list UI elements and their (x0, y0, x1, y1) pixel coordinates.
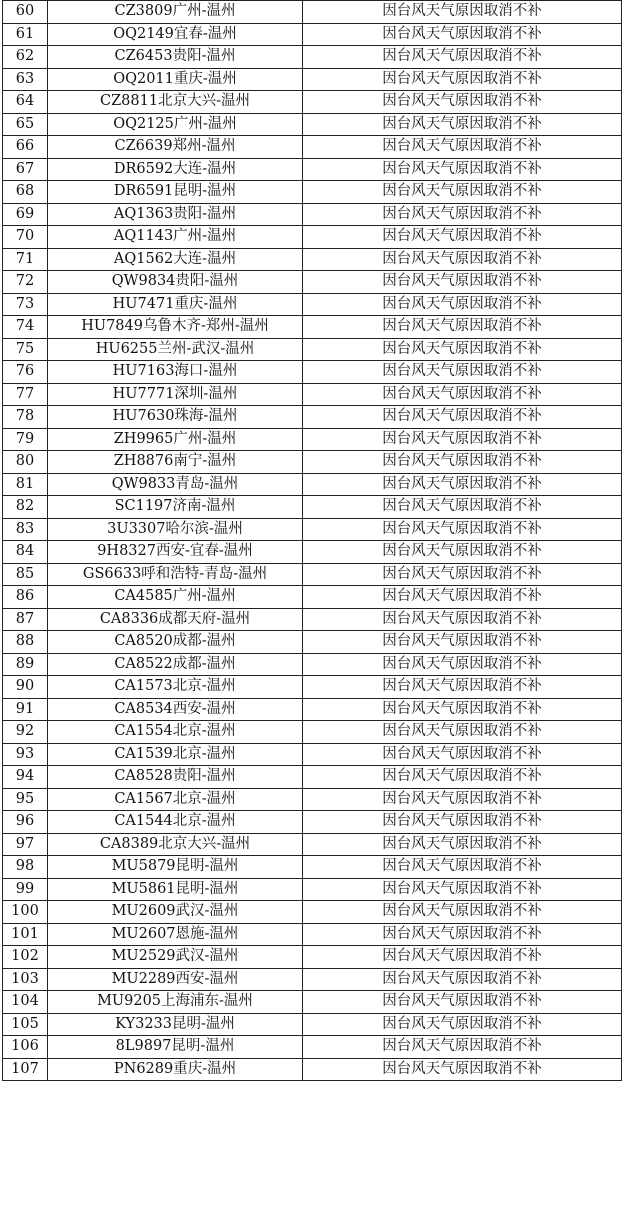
flight-route-cell: PN6289重庆-温州 (48, 1058, 303, 1081)
table-row (3, 923, 622, 946)
status-cell: 因台风天气原因取消不补 (303, 923, 622, 946)
row-number-cell: 106 (3, 1036, 48, 1059)
table-row (3, 383, 622, 406)
row-number-cell: 104 (3, 991, 48, 1014)
table-row (3, 113, 622, 136)
status-cell: 因台风天气原因取消不补 (303, 991, 622, 1014)
table-row (3, 946, 622, 969)
table-row (3, 271, 622, 294)
status-cell: 因台风天气原因取消不补 (303, 698, 622, 721)
flight-route-cell: HU6255兰州-武汉-温州 (48, 338, 303, 361)
flight-route-cell: OQ2149宜春-温州 (48, 23, 303, 46)
row-number-cell: 90 (3, 676, 48, 699)
status-cell: 因台风天气原因取消不补 (303, 338, 622, 361)
flight-route-cell: OQ2125广州-温州 (48, 113, 303, 136)
flight-route-cell: MU5879昆明-温州 (48, 856, 303, 879)
table-row (3, 451, 622, 474)
flight-route-cell: HU7630珠海-温州 (48, 406, 303, 429)
row-number-cell: 71 (3, 248, 48, 271)
flight-route-cell: MU2529武汉-温州 (48, 946, 303, 969)
flight-route-cell: CZ6639郑州-温州 (48, 136, 303, 159)
flight-route-cell: GS6633呼和浩特-青岛-温州 (48, 563, 303, 586)
table-row (3, 361, 622, 384)
status-cell: 因台风天气原因取消不补 (303, 608, 622, 631)
row-number-cell: 88 (3, 631, 48, 654)
table-body (3, 1, 622, 1081)
row-number-cell: 73 (3, 293, 48, 316)
flight-route-cell: CA8520成都-温州 (48, 631, 303, 654)
row-number-cell: 77 (3, 383, 48, 406)
row-number-cell: 74 (3, 316, 48, 339)
table-row (3, 473, 622, 496)
flight-route-cell: CA8336成都天府-温州 (48, 608, 303, 631)
flight-route-cell: MU2607恩施-温州 (48, 923, 303, 946)
status-cell: 因台风天气原因取消不补 (303, 181, 622, 204)
row-number-cell: 68 (3, 181, 48, 204)
row-number-cell: 67 (3, 158, 48, 181)
table-row (3, 968, 622, 991)
status-cell: 因台风天气原因取消不补 (303, 383, 622, 406)
table-row (3, 181, 622, 204)
status-cell: 因台风天气原因取消不补 (303, 1036, 622, 1059)
table-row (3, 856, 622, 879)
flight-route-cell: MU2609武汉-温州 (48, 901, 303, 924)
cancelled-flights-table (2, 0, 622, 1081)
flight-route-cell: CA8528贵阳-温州 (48, 766, 303, 789)
row-number-cell: 84 (3, 541, 48, 564)
status-cell: 因台风天气原因取消不补 (303, 248, 622, 271)
row-number-cell: 66 (3, 136, 48, 159)
status-cell: 因台风天气原因取消不补 (303, 968, 622, 991)
status-cell: 因台风天气原因取消不补 (303, 473, 622, 496)
flight-route-cell: CA8389北京大兴-温州 (48, 833, 303, 856)
row-number-cell: 64 (3, 91, 48, 114)
table-row (3, 338, 622, 361)
row-number-cell: 79 (3, 428, 48, 451)
status-cell: 因台风天气原因取消不补 (303, 833, 622, 856)
status-cell: 因台风天气原因取消不补 (303, 541, 622, 564)
flight-route-cell: QW9833青岛-温州 (48, 473, 303, 496)
table-row (3, 878, 622, 901)
table-row (3, 1058, 622, 1081)
status-cell: 因台风天气原因取消不补 (303, 653, 622, 676)
status-cell: 因台风天气原因取消不补 (303, 361, 622, 384)
table-row (3, 901, 622, 924)
flight-route-cell: CZ6453贵阳-温州 (48, 46, 303, 69)
status-cell: 因台风天气原因取消不补 (303, 518, 622, 541)
row-number-cell: 72 (3, 271, 48, 294)
status-cell: 因台风天气原因取消不补 (303, 878, 622, 901)
flight-route-cell: HU7471重庆-温州 (48, 293, 303, 316)
row-number-cell: 69 (3, 203, 48, 226)
status-cell: 因台风天气原因取消不补 (303, 1013, 622, 1036)
status-cell: 因台风天气原因取消不补 (303, 113, 622, 136)
flight-route-cell: QW9834贵阳-温州 (48, 271, 303, 294)
table-row (3, 496, 622, 519)
table-row (3, 46, 622, 69)
flight-route-cell: 8L9897昆明-温州 (48, 1036, 303, 1059)
table-row (3, 248, 622, 271)
status-cell: 因台风天气原因取消不补 (303, 46, 622, 69)
table-row (3, 563, 622, 586)
table-row (3, 608, 622, 631)
table-row (3, 631, 622, 654)
row-number-cell: 94 (3, 766, 48, 789)
row-number-cell: 61 (3, 23, 48, 46)
flight-route-cell: DR6591昆明-温州 (48, 181, 303, 204)
table-row (3, 136, 622, 159)
flight-route-cell: AQ1562大连-温州 (48, 248, 303, 271)
row-number-cell: 92 (3, 721, 48, 744)
flight-route-cell: AQ1143广州-温州 (48, 226, 303, 249)
table-row (3, 518, 622, 541)
table-row (3, 1, 622, 24)
status-cell: 因台风天气原因取消不补 (303, 811, 622, 834)
status-cell: 因台风天气原因取消不补 (303, 856, 622, 879)
flight-route-cell: OQ2011重庆-温州 (48, 68, 303, 91)
status-cell: 因台风天气原因取消不补 (303, 451, 622, 474)
status-cell: 因台风天气原因取消不补 (303, 68, 622, 91)
row-number-cell: 107 (3, 1058, 48, 1081)
table-row (3, 428, 622, 451)
row-number-cell: 83 (3, 518, 48, 541)
status-cell: 因台风天气原因取消不补 (303, 788, 622, 811)
table-row (3, 316, 622, 339)
row-number-cell: 62 (3, 46, 48, 69)
table-row (3, 698, 622, 721)
table-row (3, 406, 622, 429)
table-row (3, 226, 622, 249)
flight-route-cell: AQ1363贵阳-温州 (48, 203, 303, 226)
row-number-cell: 78 (3, 406, 48, 429)
table-row (3, 653, 622, 676)
row-number-cell: 63 (3, 68, 48, 91)
row-number-cell: 96 (3, 811, 48, 834)
table-row (3, 811, 622, 834)
row-number-cell: 85 (3, 563, 48, 586)
status-cell: 因台风天气原因取消不补 (303, 743, 622, 766)
table-row (3, 743, 622, 766)
row-number-cell: 75 (3, 338, 48, 361)
table-row (3, 833, 622, 856)
status-cell: 因台风天气原因取消不补 (303, 203, 622, 226)
flight-route-cell: CA1554北京-温州 (48, 721, 303, 744)
row-number-cell: 89 (3, 653, 48, 676)
row-number-cell: 91 (3, 698, 48, 721)
row-number-cell: 82 (3, 496, 48, 519)
row-number-cell: 60 (3, 1, 48, 24)
status-cell: 因台风天气原因取消不补 (303, 226, 622, 249)
flight-route-cell: CZ8811北京大兴-温州 (48, 91, 303, 114)
status-cell: 因台风天气原因取消不补 (303, 631, 622, 654)
flight-route-cell: 3U3307哈尔滨-温州 (48, 518, 303, 541)
status-cell: 因台风天气原因取消不补 (303, 586, 622, 609)
table-row (3, 721, 622, 744)
table-row (3, 766, 622, 789)
status-cell: 因台风天气原因取消不补 (303, 1058, 622, 1081)
status-cell: 因台风天气原因取消不补 (303, 721, 622, 744)
row-number-cell: 81 (3, 473, 48, 496)
row-number-cell: 93 (3, 743, 48, 766)
status-cell: 因台风天气原因取消不补 (303, 293, 622, 316)
flight-route-cell: CA1567北京-温州 (48, 788, 303, 811)
status-cell: 因台风天气原因取消不补 (303, 428, 622, 451)
flight-route-cell: CA8522成都-温州 (48, 653, 303, 676)
flight-route-cell: ZH9965广州-温州 (48, 428, 303, 451)
row-number-cell: 65 (3, 113, 48, 136)
flight-route-cell: MU9205上海浦东-温州 (48, 991, 303, 1014)
table-row (3, 91, 622, 114)
flight-route-cell: MU2289西安-温州 (48, 968, 303, 991)
row-number-cell: 76 (3, 361, 48, 384)
flight-route-cell: CA1544北京-温州 (48, 811, 303, 834)
status-cell: 因台风天气原因取消不补 (303, 946, 622, 969)
row-number-cell: 97 (3, 833, 48, 856)
status-cell: 因台风天气原因取消不补 (303, 23, 622, 46)
flight-route-cell: CZ3809广州-温州 (48, 1, 303, 24)
flight-route-cell: 9H8327西安-宜春-温州 (48, 541, 303, 564)
table-row (3, 676, 622, 699)
status-cell: 因台风天气原因取消不补 (303, 158, 622, 181)
status-cell: 因台风天气原因取消不补 (303, 316, 622, 339)
flight-route-cell: DR6592大连-温州 (48, 158, 303, 181)
row-number-cell: 98 (3, 856, 48, 879)
status-cell: 因台风天气原因取消不补 (303, 496, 622, 519)
status-cell: 因台风天气原因取消不补 (303, 563, 622, 586)
status-cell: 因台风天气原因取消不补 (303, 1, 622, 24)
status-cell: 因台风天气原因取消不补 (303, 766, 622, 789)
row-number-cell: 87 (3, 608, 48, 631)
status-cell: 因台风天气原因取消不补 (303, 271, 622, 294)
table-row (3, 1036, 622, 1059)
flight-route-cell: HU7849乌鲁木齐-郑州-温州 (48, 316, 303, 339)
table-row (3, 68, 622, 91)
row-number-cell: 86 (3, 586, 48, 609)
flight-route-cell: SC1197济南-温州 (48, 496, 303, 519)
table-row (3, 23, 622, 46)
row-number-cell: 99 (3, 878, 48, 901)
status-cell: 因台风天气原因取消不补 (303, 676, 622, 699)
flight-route-cell: KY3233昆明-温州 (48, 1013, 303, 1036)
table-row (3, 788, 622, 811)
table-row (3, 586, 622, 609)
flight-route-cell: CA1573北京-温州 (48, 676, 303, 699)
row-number-cell: 103 (3, 968, 48, 991)
table-row (3, 541, 622, 564)
status-cell: 因台风天气原因取消不补 (303, 91, 622, 114)
row-number-cell: 102 (3, 946, 48, 969)
table-row (3, 203, 622, 226)
row-number-cell: 101 (3, 923, 48, 946)
flight-route-cell: CA8534西安-温州 (48, 698, 303, 721)
flight-route-cell: HU7771深圳-温州 (48, 383, 303, 406)
row-number-cell: 80 (3, 451, 48, 474)
flight-route-cell: MU5861昆明-温州 (48, 878, 303, 901)
row-number-cell: 70 (3, 226, 48, 249)
flight-route-cell: HU7163海口-温州 (48, 361, 303, 384)
table-row (3, 158, 622, 181)
status-cell: 因台风天气原因取消不补 (303, 406, 622, 429)
flight-route-cell: CA1539北京-温州 (48, 743, 303, 766)
table-row (3, 1013, 622, 1036)
status-cell: 因台风天气原因取消不补 (303, 901, 622, 924)
row-number-cell: 95 (3, 788, 48, 811)
status-cell: 因台风天气原因取消不补 (303, 136, 622, 159)
row-number-cell: 105 (3, 1013, 48, 1036)
table-row (3, 293, 622, 316)
flight-route-cell: ZH8876南宁-温州 (48, 451, 303, 474)
flight-route-cell: CA4585广州-温州 (48, 586, 303, 609)
row-number-cell: 100 (3, 901, 48, 924)
table-row (3, 991, 622, 1014)
